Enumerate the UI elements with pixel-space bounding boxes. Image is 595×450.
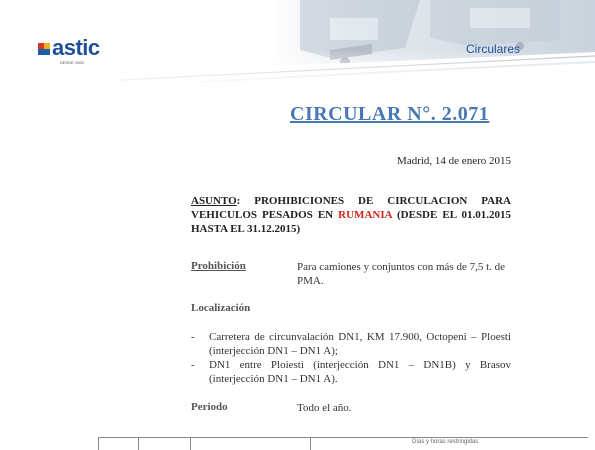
- prohibition-value: Para camiones y conjuntos con más de 7,5 t. de PMA.: [297, 261, 506, 287]
- list-item: - Carretera de circunvalación DN1, KM 17.900, Octopeni – Ploesti (interjección DN1 – DN1 A);: [191, 331, 511, 357]
- table-header-hint: Días y horas restringidas: [412, 439, 479, 445]
- logo-mark-icon: [38, 43, 50, 55]
- subject-text-after: (DESDE EL 01.01.2015 HASTA EL 31.12.2015): [191, 209, 511, 235]
- table-column-divider: [138, 438, 139, 450]
- location-item-text: Carretera de circunvalación DN1, KM 17.900, Octopeni – Ploesti (interjección DN1 – DN1 A);: [209, 331, 511, 357]
- logo-subtitle: DESDE 1960: [60, 60, 84, 65]
- location-list: [191, 330, 511, 386]
- header-banner: [0, 0, 595, 84]
- circular-title: CIRCULAR N°. 2.071: [290, 103, 490, 125]
- period-value: Todo el año.: [297, 402, 352, 414]
- list-item: - DN1 entre Ploiesti (interjección DN1 – DN1B) y Brasov (interjección DN1 – DN1 A).: [191, 359, 511, 385]
- logo-text: astic: [52, 35, 100, 60]
- table-column-divider: [190, 438, 191, 450]
- circular-date: Madrid, 14 de enero 2015: [397, 155, 511, 167]
- subject-country: RUMANIA: [338, 209, 392, 221]
- table-column-divider: [98, 438, 99, 450]
- location-label: Localización: [191, 302, 251, 314]
- section-label: Circulares: [466, 42, 521, 56]
- subject-text-before: : PROHIBICIONES DE CIRCULACION PARA VEHICULOS PESADOS EN: [191, 195, 511, 221]
- subject-label: ASUNTO: [191, 195, 237, 207]
- location-item-text: DN1 entre Ploiesti (interjección DN1 – DN1B) y Brasov (interjección DN1 – DN1 A).: [209, 359, 511, 385]
- subject-paragraph: [191, 194, 511, 236]
- table-column-divider: [310, 438, 311, 450]
- period-label: Periodo: [191, 401, 228, 413]
- astic-logo: [38, 37, 100, 59]
- restrictions-table: [98, 437, 588, 450]
- prohibition-label: Prohibición: [191, 260, 246, 272]
